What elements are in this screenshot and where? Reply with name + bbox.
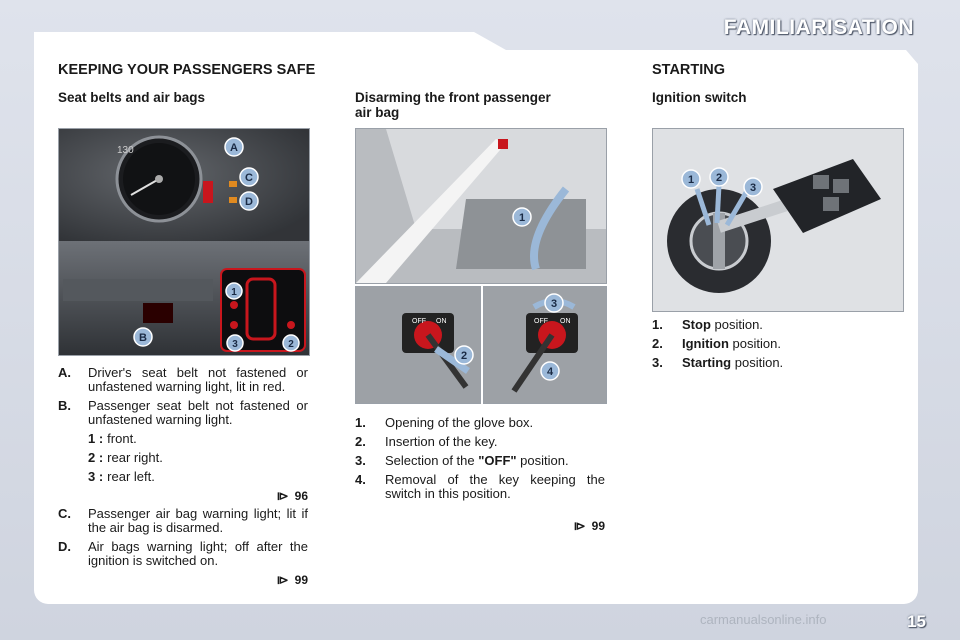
svg-text:A: A [230,142,238,154]
airbag-step-3: 3. Selection of the "OFF" position. [355,453,569,468]
callout-d [240,192,258,210]
legend-item-a: A. Driver's seat belt not fastened or unfastened warning light, lit in red. [58,365,308,394]
glove-box-illustration [356,129,606,283]
svg-text:1: 1 [231,287,237,298]
callout-3 [744,178,762,196]
subtitle-disarming-airbag: Disarming the front passenger air bag [355,90,551,120]
callout-1 [226,283,242,299]
key-insert-illustration [356,287,480,403]
svg-text:2: 2 [460,350,468,362]
ignition-position-3: 3. Starting position. [652,355,784,370]
switch-off-label: OFF [412,318,426,325]
page-ref-icon: ⧐ [276,489,289,503]
svg-text:1: 1 [687,174,695,186]
airbag-step-2: 2. Insertion of the key. [355,434,498,449]
callout-b [134,328,152,346]
legend-item-c: C. Passenger air bag warning light; lit if the air bag is disarmed. [58,506,308,535]
callout-2 [455,346,473,364]
chapter-title: FAMILIARISATION [723,16,914,39]
ignition-key-illustration [653,129,903,311]
legend-item-b: B. Passenger seat belt not fastened or unfastened warning light. [58,398,308,427]
subtitle-seat-belts: Seat belts and air bags [58,90,206,105]
watermark: carmanualsonline.info [700,612,827,627]
ignition-position-2: 2. Ignition position. [652,336,781,351]
dashboard-illustration [59,129,309,355]
airbag-step-1: 1. Opening of the glove box. [355,415,534,430]
svg-text:2: 2 [715,172,723,184]
airbag-step-4: 4. Removal of the key keeping the switch in this position. [355,472,605,501]
airbag-legend [355,416,605,537]
legend-subitem-3: 3 : rear left. [88,469,155,484]
dashboard-warning-lights-figure [58,128,310,356]
switch-on-label: ON [560,318,571,325]
page-ref-icon: ⧐ [573,519,586,533]
subtitle-ignition-switch: Ignition switch [652,90,747,105]
svg-text:4: 4 [546,366,554,378]
ignition-position-1: 1. Stop position. [652,317,763,332]
callout-3 [545,294,563,312]
section-title-passengers: KEEPING YOUR PASSENGERS SAFE [58,62,316,78]
switch-on-label: ON [436,318,447,325]
page-number: 15 [907,612,926,631]
callout-1 [513,208,531,226]
svg-text:2: 2 [288,339,294,350]
svg-text:C: C [245,172,253,184]
switch-off-illustration [484,287,606,403]
legend-subitem-1: 1 : front. [88,431,137,446]
svg-text:1: 1 [518,212,526,224]
gauge-reading: 130 [117,145,134,156]
glove-box-figure [355,128,607,284]
key-insert-figure [355,286,481,404]
switch-off-label: OFF [534,318,548,325]
switch-off-figure [483,286,607,404]
page-ref-icon: ⧐ [276,573,289,587]
svg-text:B: B [139,332,147,344]
callout-2 [710,168,728,186]
callout-c [240,168,258,186]
page-ref-99[interactable]: ⧐ 99 [573,519,605,533]
svg-text:D: D [245,196,253,208]
legend-subitem-2: 2 : rear right. [88,450,163,465]
page-ref-96[interactable]: ⧐ 96 [276,489,308,503]
legend-item-d: D. Air bags warning light; off after the ignition is switched on. [58,539,308,568]
callout-a [225,138,243,156]
svg-text:3: 3 [232,339,238,350]
svg-text:3: 3 [550,298,558,310]
seat-belt-legend [58,366,308,591]
section-title-starting: STARTING [652,62,726,78]
callout-2 [283,335,299,351]
callout-3 [227,335,243,351]
ignition-key-figure [652,128,904,312]
callout-1 [682,170,700,188]
callout-4 [541,362,559,380]
svg-text:3: 3 [749,182,757,194]
page-ref-99[interactable]: ⧐ 99 [276,573,308,587]
ignition-legend [652,318,902,375]
